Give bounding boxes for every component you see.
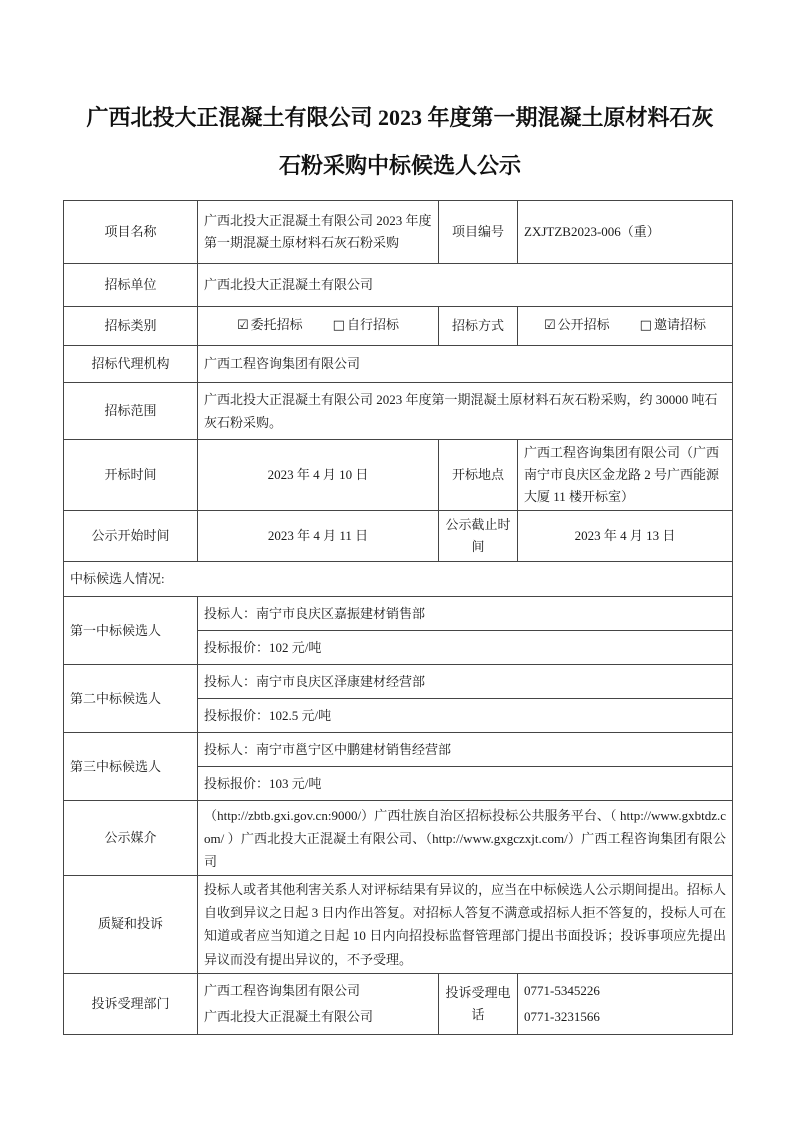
tender-unit-value: 广西北投大正混凝土有限公司 [198, 264, 733, 307]
project-name-label: 项目名称 [64, 201, 198, 264]
row-publicity-media [64, 801, 733, 876]
publicity-start-label: 公示开始时间 [64, 511, 198, 562]
option-label: 自行招标 [346, 317, 399, 333]
row-bid-opening [64, 440, 733, 511]
row-tender-category [64, 307, 733, 346]
checkbox-checked-icon: ☑ [237, 318, 249, 334]
tender-scope-text: 广西北投大正混凝土有限公司 2023 年度第一期混凝土原材料石灰石粉采购，约 30000 吨石灰石粉采购。 [204, 391, 718, 430]
option-label: 邀请招标 [653, 317, 706, 333]
complaint-dept-value [198, 973, 439, 1034]
bid-open-place-label: 开标地点 [439, 440, 518, 511]
announcement-table [63, 200, 733, 1035]
tender-agency-label: 招标代理机构 [64, 346, 198, 383]
candidate-3-price: 投标报价：103 元/吨 [198, 767, 733, 801]
objection-label: 质疑和投诉 [64, 876, 198, 973]
complaint-phone-value [518, 973, 733, 1034]
checkbox-unchecked-icon: □ [639, 318, 652, 334]
project-no-value: ZXJTZB2023-006（重） [518, 201, 733, 264]
publicity-end-label: 公示截止时间 [439, 511, 518, 562]
option-self-tender [333, 317, 399, 332]
row-candidate-1-bidder [64, 597, 733, 631]
candidate-1-bidder: 投标人：南宁市良庆区嘉振建材销售部 [198, 597, 733, 631]
publicity-start-value: 2023 年 4 月 11 日 [198, 511, 439, 562]
tender-unit-label: 招标单位 [64, 264, 198, 307]
objection-text: 投标人或者其他利害关系人对评标结果有异议的，应当在中标候选人公示期间提出。招标人自收到异议之日起 3 日内作出答复。对招标人答复不满意或招标人拒不答复的，投标人可在知道或者应当知道之日起 10 日内向招投标监督管理部门提出书面投诉；投诉事项应先提出异议而没有提出异议的，不予受理。 [204, 882, 726, 967]
checkbox-checked-icon: ☑ [544, 318, 556, 334]
tender-category-options [198, 307, 439, 346]
option-open-tender [544, 317, 610, 332]
objection-value [198, 876, 733, 973]
bid-open-time-label: 开标时间 [64, 440, 198, 511]
option-entrusted-tender [237, 317, 303, 332]
candidate-2-price: 投标报价：102.5 元/吨 [198, 699, 733, 733]
candidates-header: 中标候选人情况: [64, 562, 733, 597]
candidate-2-rank-label: 第二中标候选人 [64, 665, 198, 733]
complaint-dept-line-2: 广西北投大正混凝土有限公司 [204, 1008, 374, 1024]
tender-scope-value [198, 383, 733, 440]
publicity-end-value: 2023 年 4 月 13 日 [518, 511, 733, 562]
candidate-1-price: 投标报价：102 元/吨 [198, 631, 733, 665]
page-title [0, 0, 800, 190]
row-candidates-header [64, 562, 733, 597]
bid-open-time-value: 2023 年 4 月 10 日 [198, 440, 439, 511]
publicity-media-text: （http://zbtb.gxi.gov.cn:9000/）广西壮族自治区招标投标公共服务平台、（ http://www.gxbtdz.com/ ）广西北投大正混凝土有限公司、（http://www.gxgczxjt.com/）广西工程咨询集团有限公司 [204, 807, 726, 869]
bid-open-place-value: 广西工程咨询集团有限公司（广西南宁市良庆区金龙路 2 号广西能源大厦 11 楼开标室） [518, 440, 733, 511]
row-publicity-period [64, 511, 733, 562]
candidate-3-bidder: 投标人：南宁市邕宁区中鹏建材销售经营部 [198, 733, 733, 767]
project-name-value: 广西北投大正混凝土有限公司 2023 年度第一期混凝土原材料石灰石粉采购 [198, 201, 439, 264]
complaint-phone-line-2: 0771-3231566 [524, 1008, 600, 1024]
publicity-media-label: 公示媒介 [64, 801, 198, 876]
tender-agency-value: 广西工程咨询集团有限公司 [198, 346, 733, 383]
row-tender-scope [64, 383, 733, 440]
tender-method-options [518, 307, 733, 346]
page-title-line-1: 广西北投大正混凝土有限公司 2023 年度第一期混凝土原材料石灰 [86, 105, 714, 130]
candidate-1-rank-label: 第一中标候选人 [64, 597, 198, 665]
complaint-phone-label: 投诉受理电话 [439, 973, 518, 1034]
complaint-dept-line-1: 广西工程咨询集团有限公司 [204, 982, 361, 998]
row-project-name [64, 201, 733, 264]
option-label: 公开招标 [557, 317, 610, 333]
project-no-label: 项目编号 [439, 201, 518, 264]
tender-category-label: 招标类别 [64, 307, 198, 346]
complaint-dept-label: 投诉受理部门 [64, 973, 198, 1034]
tender-method-label: 招标方式 [439, 307, 518, 346]
candidate-2-bidder: 投标人：南宁市良庆区泽康建材经营部 [198, 665, 733, 699]
checkbox-unchecked-icon: □ [332, 318, 345, 334]
row-objection-complaint [64, 876, 733, 973]
row-candidate-2-bidder [64, 665, 733, 699]
option-invited-tender [640, 317, 706, 332]
row-complaint-acceptance [64, 973, 733, 1034]
option-label: 委托招标 [250, 317, 303, 333]
candidate-3-rank-label: 第三中标候选人 [64, 733, 198, 801]
row-candidate-3-bidder [64, 733, 733, 767]
complaint-phone-line-1: 0771-5345226 [524, 982, 600, 998]
page-title-line-2: 石粉采购中标候选人公示 [278, 153, 521, 178]
row-tender-unit [64, 264, 733, 307]
row-tender-agency [64, 346, 733, 383]
tender-scope-label: 招标范围 [64, 383, 198, 440]
publicity-media-value [198, 801, 733, 876]
